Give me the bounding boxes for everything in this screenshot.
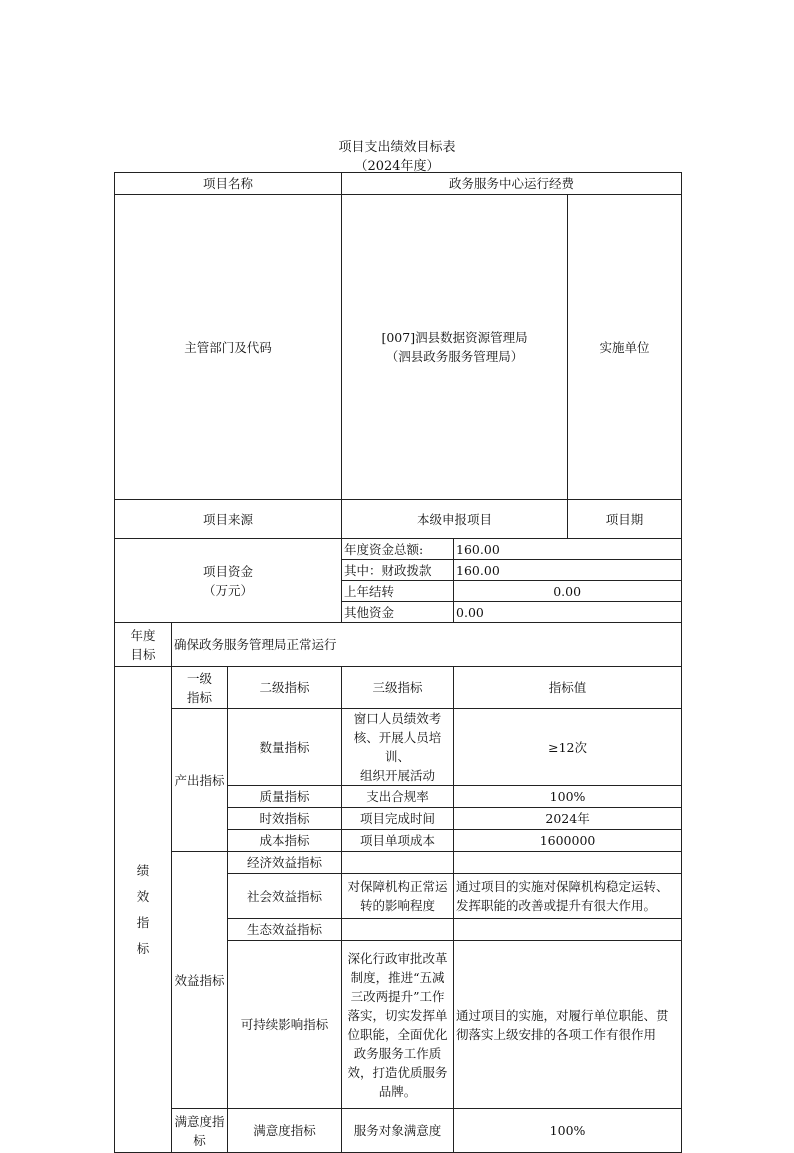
quantity-l3-line1: 窗口人员绩效考 <box>353 711 442 726</box>
satisfaction-value: 100% <box>454 1109 682 1153</box>
satisfaction-label <box>172 1109 228 1153</box>
quantity-l3-line2: 核、开展人员培训、 <box>353 730 442 764</box>
implementer-label: 实施单位 <box>568 195 682 500</box>
annual-goal-label <box>115 623 172 667</box>
social-value <box>454 874 682 919</box>
funds-carryover-label: 上年结转 <box>342 581 454 602</box>
row-department <box>115 195 682 500</box>
sustainable-value-line2: 彻落实上级安排的各项工作有很作用 <box>456 1026 657 1042</box>
department-value-line2: （泗县政务服务管理局） <box>385 349 524 364</box>
annual-goal-label-line2: 目标 <box>130 646 156 662</box>
timeliness-l3: 项目完成时间 <box>342 808 454 830</box>
funds-total-label: 年度资金总额: <box>342 539 454 560</box>
quantity-l3 <box>342 709 454 786</box>
satisfaction-label-line1: 满意度指 <box>174 1113 225 1129</box>
cost-value: 1600000 <box>454 830 682 852</box>
benefit-label: 效益指标 <box>172 852 228 1109</box>
page-title: 项目支出绩效目标表 <box>338 140 456 155</box>
sustainable-l3-line: 政务服务工作质 <box>353 1045 442 1061</box>
satisfaction-label-line2: 标 <box>193 1132 206 1148</box>
economic-l3 <box>342 852 454 874</box>
project-name-value: 政务服务中心运行经费 <box>342 173 682 195</box>
header-level3: 三级指标 <box>342 667 454 709</box>
quantity-indicator: 数量指标 <box>228 709 342 786</box>
funds-total-value: 160.00 <box>454 539 682 560</box>
header-value: 指标值 <box>454 667 682 709</box>
sustainable-l3-line: 效，打造优质服务 <box>347 1064 448 1080</box>
source-value: 本级申报项目 <box>342 500 568 539</box>
funds-carryover-value: 0.00 <box>454 581 682 602</box>
row-satisfaction <box>115 1109 682 1153</box>
department-label: 主管部门及代码 <box>115 195 342 500</box>
cost-l3: 项目单项成本 <box>342 830 454 852</box>
satisfaction-l3: 服务对象满意度 <box>342 1109 454 1153</box>
social-l3-line2: 转的影响程度 <box>360 898 436 913</box>
header-level1 <box>172 667 228 709</box>
social-indicator: 社会效益指标 <box>228 874 342 919</box>
row-benefit-economic <box>115 852 682 874</box>
sustainable-l3-line: 落实，切实发挥单 <box>347 1007 448 1023</box>
row-source <box>115 500 682 539</box>
row-annual-goal <box>115 623 682 667</box>
social-l3 <box>342 874 454 919</box>
indicators-side-label <box>115 667 172 1153</box>
side-label-char: 标 <box>136 940 150 956</box>
social-value-line1: 通过项目的实施对保障机构稳定运转、 <box>456 879 669 894</box>
sustainable-l3-line: 制度，推进“五减 <box>350 969 445 985</box>
output-label: 产出指标 <box>172 709 228 852</box>
department-value-line1: [007]泗县数据资源管理局 <box>381 330 528 345</box>
economic-value <box>454 852 682 874</box>
funds-other-label: 其他资金 <box>342 602 454 623</box>
ecological-l3 <box>342 919 454 941</box>
row-output-quantity <box>115 709 682 786</box>
period-label: 项目期 <box>568 500 682 539</box>
sustainable-l3-line: 位职能，全面优化 <box>347 1026 448 1042</box>
row-funds-total <box>115 539 682 560</box>
ecological-value <box>454 919 682 941</box>
economic-indicator: 经济效益指标 <box>228 852 342 874</box>
sustainable-value <box>454 941 682 1109</box>
quantity-l3-line3: 组织开展活动 <box>360 768 436 783</box>
header-level1-line2: 指标 <box>186 689 212 705</box>
page-subtitle: （2024年度） <box>354 159 440 174</box>
sustainable-value-line1: 通过项目的实施，对履行单位职能、贯 <box>456 1007 669 1023</box>
social-l3-line1: 对保障机构正常运 <box>347 879 448 894</box>
timeliness-value: 2024年 <box>454 808 682 830</box>
sustainable-l3-line: 三改两提升”工作 <box>350 988 445 1004</box>
side-label-char: 指 <box>136 914 150 930</box>
cost-indicator: 成本指标 <box>228 830 342 852</box>
row-project-name <box>115 173 682 195</box>
quality-l3: 支出合规率 <box>342 786 454 808</box>
funds-label <box>115 539 342 623</box>
quality-value: 100% <box>454 786 682 808</box>
sustainable-l3-line: 深化行政审批改革 <box>347 950 448 966</box>
header-level2: 二级指标 <box>228 667 342 709</box>
sustainable-l3 <box>342 941 454 1109</box>
funds-label-line1: 项目资金 <box>203 563 254 579</box>
quantity-value: ≥12次 <box>454 709 682 786</box>
funds-fiscal-label: 其中：财政拨款 <box>342 560 454 581</box>
sustainable-indicator: 可持续影响指标 <box>228 941 342 1109</box>
ecological-indicator: 生态效益指标 <box>228 919 342 941</box>
satisfaction-indicator: 满意度指标 <box>228 1109 342 1153</box>
side-label-char: 效 <box>136 888 150 904</box>
header-level1-line1: 一级 <box>186 670 212 686</box>
department-value <box>342 195 568 500</box>
quality-indicator: 质量指标 <box>228 786 342 808</box>
funds-label-line2: （万元） <box>203 582 254 598</box>
timeliness-indicator: 时效指标 <box>228 808 342 830</box>
funds-other-value: 0.00 <box>454 602 682 623</box>
performance-table <box>114 172 682 1153</box>
sustainable-l3-line: 品牌。 <box>378 1083 417 1099</box>
annual-goal-label-line1: 年度 <box>130 627 156 643</box>
source-label: 项目来源 <box>115 500 342 539</box>
funds-fiscal-value: 160.00 <box>454 560 682 581</box>
annual-goal-value: 确保政务服务管理局正常运行 <box>172 623 682 667</box>
social-value-line2: 发挥职能的改善或提升有很大作用。 <box>456 898 657 913</box>
row-indicator-header <box>115 667 682 709</box>
side-label-char: 绩 <box>136 862 150 878</box>
project-name-label: 项目名称 <box>115 173 342 195</box>
